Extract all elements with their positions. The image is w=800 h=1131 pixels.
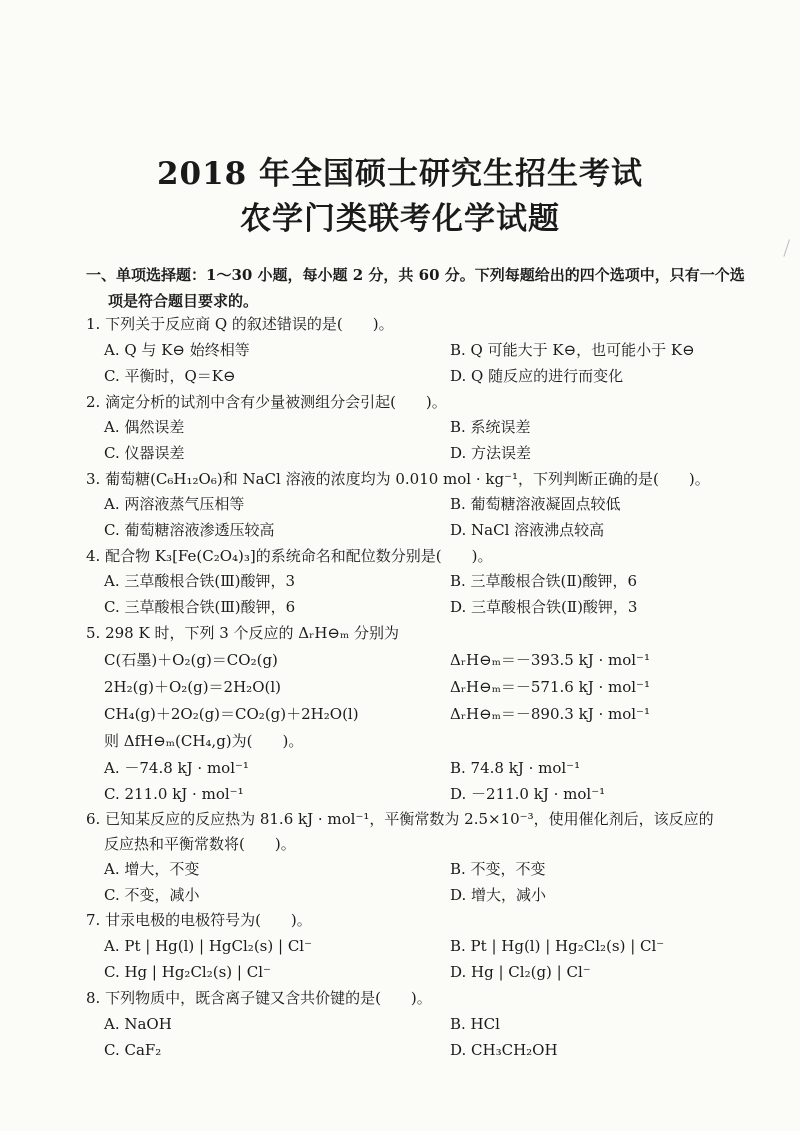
q5-reaction-2-enthalpy: ΔᵣH⊖ₘ＝－571.6 kJ · mol⁻¹ bbox=[450, 678, 650, 696]
q3-stem: 3. 葡萄糖(C₆H₁₂O₆)和 NaCl 溶液的浓度均为 0.010 mol · kg⁻¹，下列判断正确的是( )。 bbox=[86, 470, 710, 488]
q5-reaction-3-enthalpy: ΔᵣH⊖ₘ＝－890.3 kJ · mol⁻¹ bbox=[450, 705, 650, 723]
q4-stem: 4. 配合物 K₃[Fe(C₂O₄)₃]的系统命名和配位数分别是( )。 bbox=[86, 547, 493, 565]
q8-option-d: D. CH₃CH₂OH bbox=[450, 1041, 558, 1059]
q5-option-c: C. 211.0 kJ · mol⁻¹ bbox=[104, 785, 244, 803]
q4-option-d: D. 三草酸根合铁(Ⅱ)酸钾，3 bbox=[450, 598, 638, 616]
exam-title-line2: 农学门类联考化学试题 bbox=[240, 201, 560, 237]
q4-option-c: C. 三草酸根合铁(Ⅲ)酸钾，6 bbox=[104, 598, 296, 616]
q7-option-b: B. Pt | Hg(l) | Hg₂Cl₂(s) | Cl⁻ bbox=[450, 937, 665, 955]
q2-stem: 2. 滴定分析的试剂中含有少量被测组分会引起( )。 bbox=[86, 393, 447, 411]
q1-option-a: A. Q 与 K⊖ 始终相等 bbox=[104, 341, 250, 359]
exam-title-line1: 2018 年全国硕士研究生招生考试 bbox=[156, 156, 644, 192]
q5-option-a: A. －74.8 kJ · mol⁻¹ bbox=[104, 759, 249, 777]
section-instructions-line2: 项是符合题目要求的。 bbox=[108, 292, 259, 310]
q6-option-b: B. 不变，不变 bbox=[450, 860, 546, 878]
q3-option-b: B. 葡萄糖溶液凝固点较低 bbox=[450, 495, 621, 513]
q5-option-d: D. －211.0 kJ · mol⁻¹ bbox=[450, 785, 606, 803]
section-instructions bbox=[86, 262, 766, 314]
q4-option-b: B. 三草酸根合铁(Ⅱ)酸钾，6 bbox=[450, 572, 638, 590]
q3-option-a: A. 两溶液蒸气压相等 bbox=[104, 495, 245, 513]
q2-option-c: C. 仪器误差 bbox=[104, 444, 185, 462]
q8-stem: 8. 下列物质中，既含离子键又含共价键的是( )。 bbox=[86, 989, 432, 1007]
q7-option-a: A. Pt | Hg(l) | HgCl₂(s) | Cl⁻ bbox=[104, 937, 313, 955]
q1-option-d: D. Q 随反应的进行而变化 bbox=[450, 367, 624, 385]
q6-option-d: D. 增大，减小 bbox=[450, 886, 547, 904]
q6-stem-line2: 反应热和平衡常数将( )。 bbox=[104, 835, 296, 853]
q5-reaction-1-enthalpy: ΔᵣH⊖ₘ＝－393.5 kJ · mol⁻¹ bbox=[450, 651, 650, 669]
q1-option-b: B. Q 可能大于 K⊖，也可能小于 K⊖ bbox=[450, 341, 695, 359]
q7-option-c: C. Hg | Hg₂Cl₂(s) | Cl⁻ bbox=[104, 963, 271, 981]
q2-option-d: D. 方法误差 bbox=[450, 444, 532, 462]
q2-option-a: A. 偶然误差 bbox=[104, 418, 185, 436]
q5-reaction-2: 2H₂(g)＋O₂(g)＝2H₂O(l) bbox=[104, 678, 281, 696]
q8-option-b: B. HCl bbox=[450, 1015, 500, 1033]
q5-option-b: B. 74.8 kJ · mol⁻¹ bbox=[450, 759, 581, 777]
q3-option-c: C. 葡萄糖溶液渗透压较高 bbox=[104, 521, 275, 539]
q6-option-c: C. 不变，减小 bbox=[104, 886, 200, 904]
q2-option-b: B. 系统误差 bbox=[450, 418, 531, 436]
scan-edge-mark bbox=[783, 239, 795, 258]
q5-reaction-1: C(石墨)＋O₂(g)＝CO₂(g) bbox=[104, 651, 278, 669]
q5-ask: 则 ΔfH⊖ₘ(CH₄,g)为( )。 bbox=[104, 732, 304, 750]
q7-stem: 7. 甘汞电极的电极符号为( )。 bbox=[86, 911, 312, 929]
q4-option-a: A. 三草酸根合铁(Ⅲ)酸钾，3 bbox=[104, 572, 296, 590]
q1-stem: 1. 下列关于反应商 Q 的叙述错误的是( )。 bbox=[86, 315, 394, 333]
q6-stem: 6. 已知某反应的反应热为 81.6 kJ · mol⁻¹，平衡常数为 2.5×10⁻³，使用催化剂后，该反应的 bbox=[86, 810, 714, 828]
q8-option-a: A. NaOH bbox=[104, 1015, 172, 1033]
section-instructions-line1: 一、单项选择题：1～30 小题，每小题 2 分，共 60 分。下列每题给出的四个选项中，只有一个选 bbox=[86, 266, 745, 284]
q7-option-d: D. Hg | Cl₂(g) | Cl⁻ bbox=[450, 963, 591, 981]
q5-stem: 5. 298 K 时，下列 3 个反应的 ΔᵣH⊖ₘ 分别为 bbox=[86, 624, 399, 642]
q6-option-a: A. 增大，不变 bbox=[104, 860, 200, 878]
q3-option-d: D. NaCl 溶液沸点较高 bbox=[450, 521, 605, 539]
q5-reaction-3: CH₄(g)＋2O₂(g)＝CO₂(g)＋2H₂O(l) bbox=[104, 705, 359, 723]
q1-option-c: C. 平衡时，Q＝K⊖ bbox=[104, 367, 236, 385]
q8-option-c: C. CaF₂ bbox=[104, 1041, 162, 1059]
